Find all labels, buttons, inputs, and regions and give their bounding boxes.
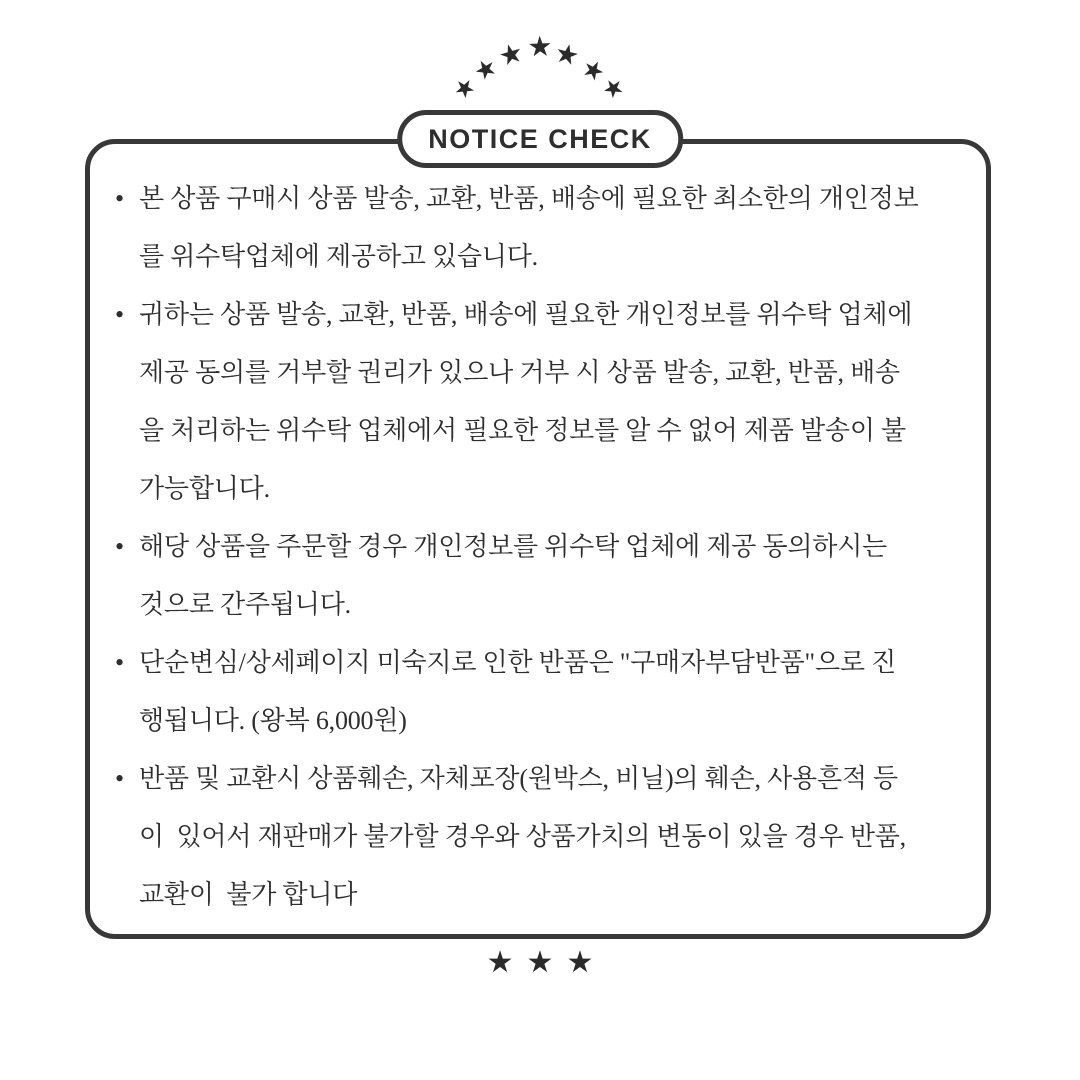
notice-check-badge [397,110,683,168]
notice-line: 를 위수탁업체에 제공하고 있습니다. [139,242,538,271]
arc-star-icon: ★ [551,37,583,72]
notice-line: 본 상품 구매시 상품 발송, 교환, 반품, 배송에 필요한 최소한의 개인정보 [139,184,919,213]
bullet-icon: • [115,764,125,793]
notice-line: 반품 및 교환시 상품훼손, 자체포장(원박스, 비닐)의 훼손, 사용흔적 등 [139,764,898,793]
notice-lines [139,170,974,286]
footer-star-icon: ★ [526,946,554,979]
notice-box [85,139,991,939]
notice-line: 제공 동의를 거부할 권리가 있으나 거부 시 상품 발송, 교환, 반품, 배송 [139,358,900,387]
notice-item [115,634,974,750]
arc-star-icon: ★ [526,31,554,64]
notice-lines [139,750,974,924]
bullet-icon: • [115,648,125,677]
notice-item [115,286,974,518]
notice-line: 을 처리하는 위수탁 업체에서 필요한 정보를 알 수 없어 제품 발송이 불 [139,416,906,445]
notice-line: 것으로 간주됩니다. [139,590,351,619]
notice-item [115,750,974,924]
arc-star-icon: ★ [495,36,527,73]
notice-lines [139,286,974,518]
notice-lines [139,518,974,634]
notice-line: 해당 상품을 주문할 경우 개인정보를 위수탁 업체에 제공 동의하시는 [139,532,888,561]
footer-star-icon: ★ [566,946,594,979]
stars-arc-decoration [0,0,1080,120]
arc-star-icon: ★ [596,72,630,106]
notice-list [90,144,986,924]
notice-line: 이 있어서 재판매가 불가할 경우와 상품가치의 변동이 있을 경우 반품, [139,822,906,851]
arc-star-icon: ★ [448,72,482,106]
footer-star-icon: ★ [486,946,514,979]
arc-star-icon: ★ [576,53,610,89]
notice-item [115,518,974,634]
bullet-icon: • [115,532,125,561]
notice-line: 교환이 불가 합니다 [139,880,358,909]
notice-line: 단순변심/상세페이지 미숙지로 인한 반품은 "구매자부담반품"으로 진 [139,648,896,677]
notice-lines [139,634,974,750]
bottom-stars-decoration [0,948,1080,978]
notice-line: 가능합니다. [139,474,270,503]
bullet-icon: • [115,184,125,213]
arc-star-icon: ★ [469,52,503,88]
bullet-icon: • [115,300,125,329]
notice-item [115,170,974,286]
badge-label: NOTICE CHECK [428,123,652,154]
notice-line: 귀하는 상품 발송, 교환, 반품, 배송에 필요한 개인정보를 위수탁 업체에 [139,300,913,329]
notice-line: 행됩니다. (왕복 6,000원) [139,706,407,735]
